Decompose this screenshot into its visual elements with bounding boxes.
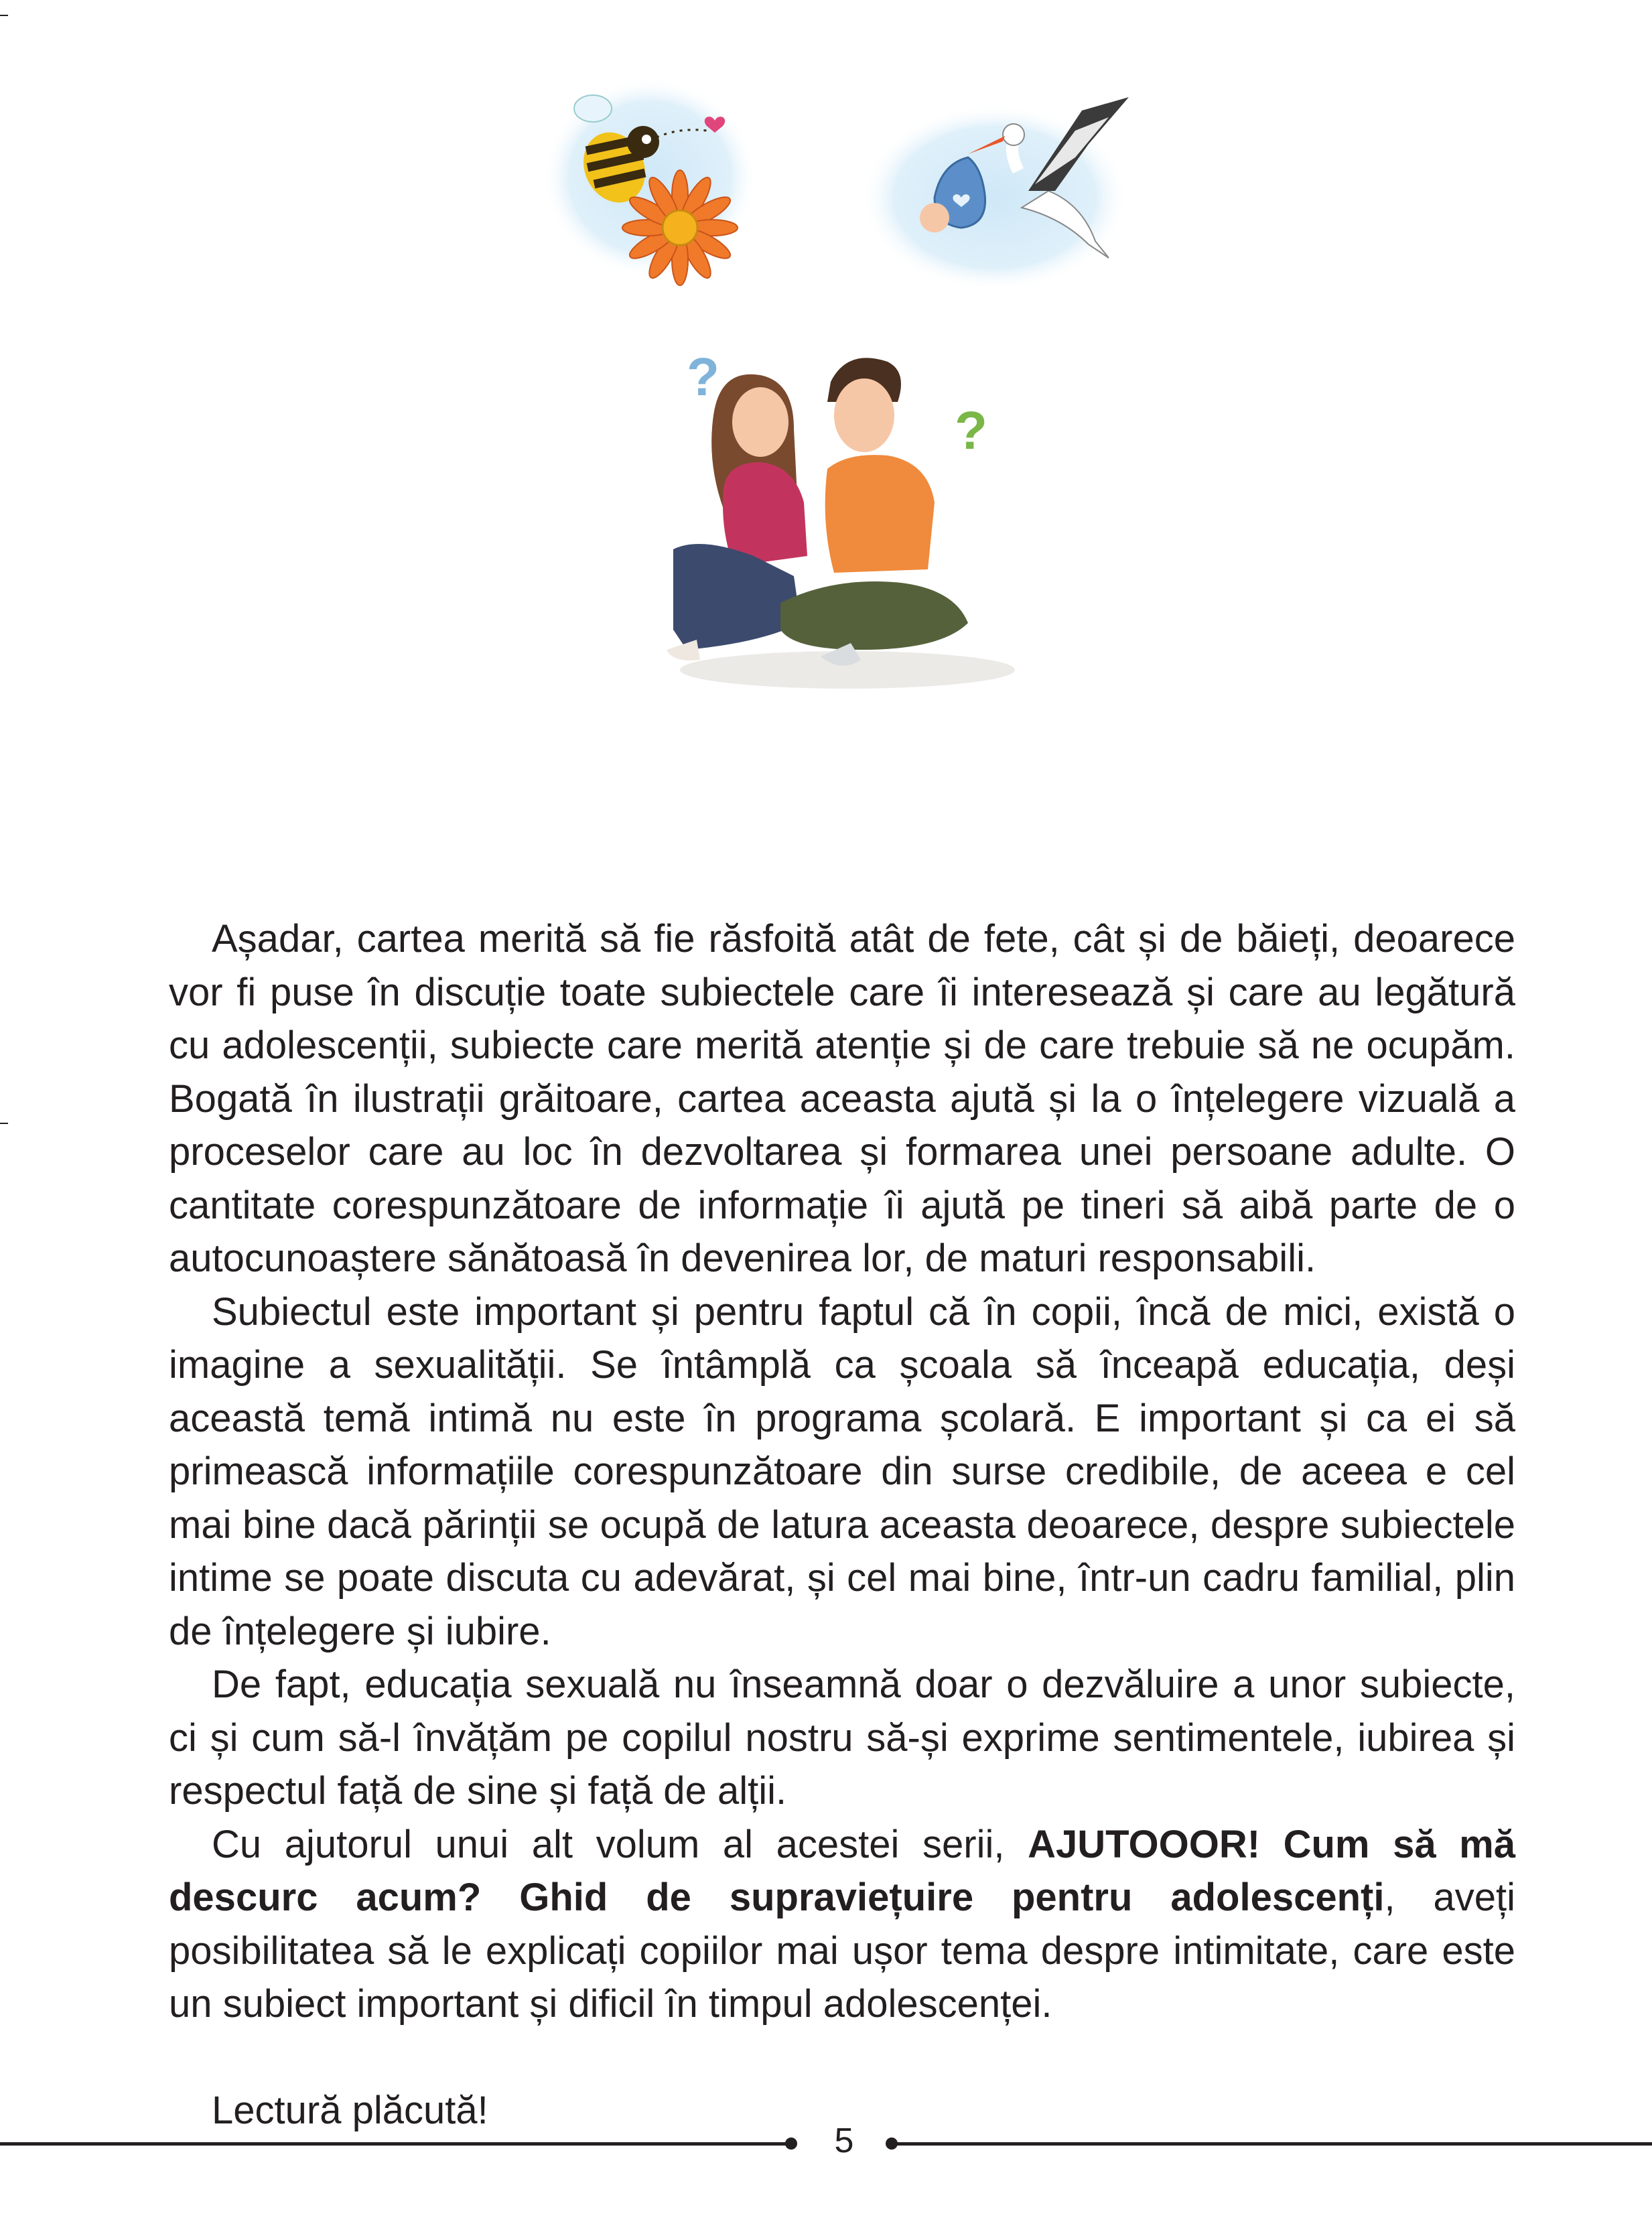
paragraph-sex-education: De fapt, educația sexuală nu înseamnă doar o dezvăluire a unor subiecte, ci și cum să-l învățăm pe copilul nostru să-și exprime sentimentele, iubirea și respectul față de sine și față de alții.: [169, 1663, 1515, 1813]
paragraph-intro: Așadar, cartea merită să fie răsfoită atât de fete, cât și de băieți, deoarece vor fi puse în discuție toate subiectele care îi interesează și care au legătură cu adolescenții, subiecte care merită atenție și de care trebuie să ne ocupăm. Bogată în ilustrații grăitoare, cartea aceasta ajută și la o înțelegere vizuală a proceselor care au loc în dezvoltarea și formarea unei persoane adulte. O cantitate corespunzătoare de informație îi ajută pe tineri să aibă parte de o autocunoaștere sănătoasă în devenirea lor, de maturi responsabili.: [169, 917, 1515, 1280]
question-mark-icon: ?: [687, 347, 719, 407]
bee-and-flower-illustration: [539, 67, 760, 288]
footer-rule-left: [0, 2142, 790, 2146]
teenage-girl-and-boy-illustration: [660, 335, 1035, 710]
crop-mark-left-middle: [0, 1123, 8, 1124]
paragraph-series-text-after: , aveți posibilitatea să le explicați copiilor mai ușor tema despre intimitate, care este un subiect important și dificil în timpul adolescenței.: [169, 1876, 1515, 2026]
stork-carrying-baby-illustration: [861, 90, 1142, 291]
closing-line: Lectură plăcută!: [212, 2089, 488, 2132]
crop-mark-top-left: [0, 15, 8, 16]
question-mark-icon: ?: [955, 401, 987, 460]
footer-rule-right: [891, 2142, 1652, 2146]
body-text: [169, 912, 1515, 2138]
paragraph-importance: Subiectul este important și pentru faptul că în copii, încă de mici, există o imagine a sexualității. Se întâmplă ca școala să înceapă educația, deși această temă intimă nu este în programa școlară. E important și ca ei să primească informațiile corespunzătoare din surse credibile, de aceea e cel mai bine dacă părinții se ocupă de latura aceasta deoarece, despre subiectele intime se poate discuta cu adevărat, și cel mai bine, într-un cadru familial, plin de înțelegere și iubire.: [169, 1289, 1515, 1653]
footer-dot-left: [785, 2138, 797, 2150]
book-title: AJUTOOOR! Cum să mă descurc acum? Ghid de supraviețuire pentru adolescenți: [169, 1822, 1515, 1919]
paragraph-series-volume: [169, 1818, 1515, 2031]
page-number: 5: [834, 2121, 854, 2160]
boy-figure: [780, 358, 968, 666]
paragraph-series-text-before: Cu ajutorul unui alt volum al acestei serii,: [212, 1822, 1028, 1866]
